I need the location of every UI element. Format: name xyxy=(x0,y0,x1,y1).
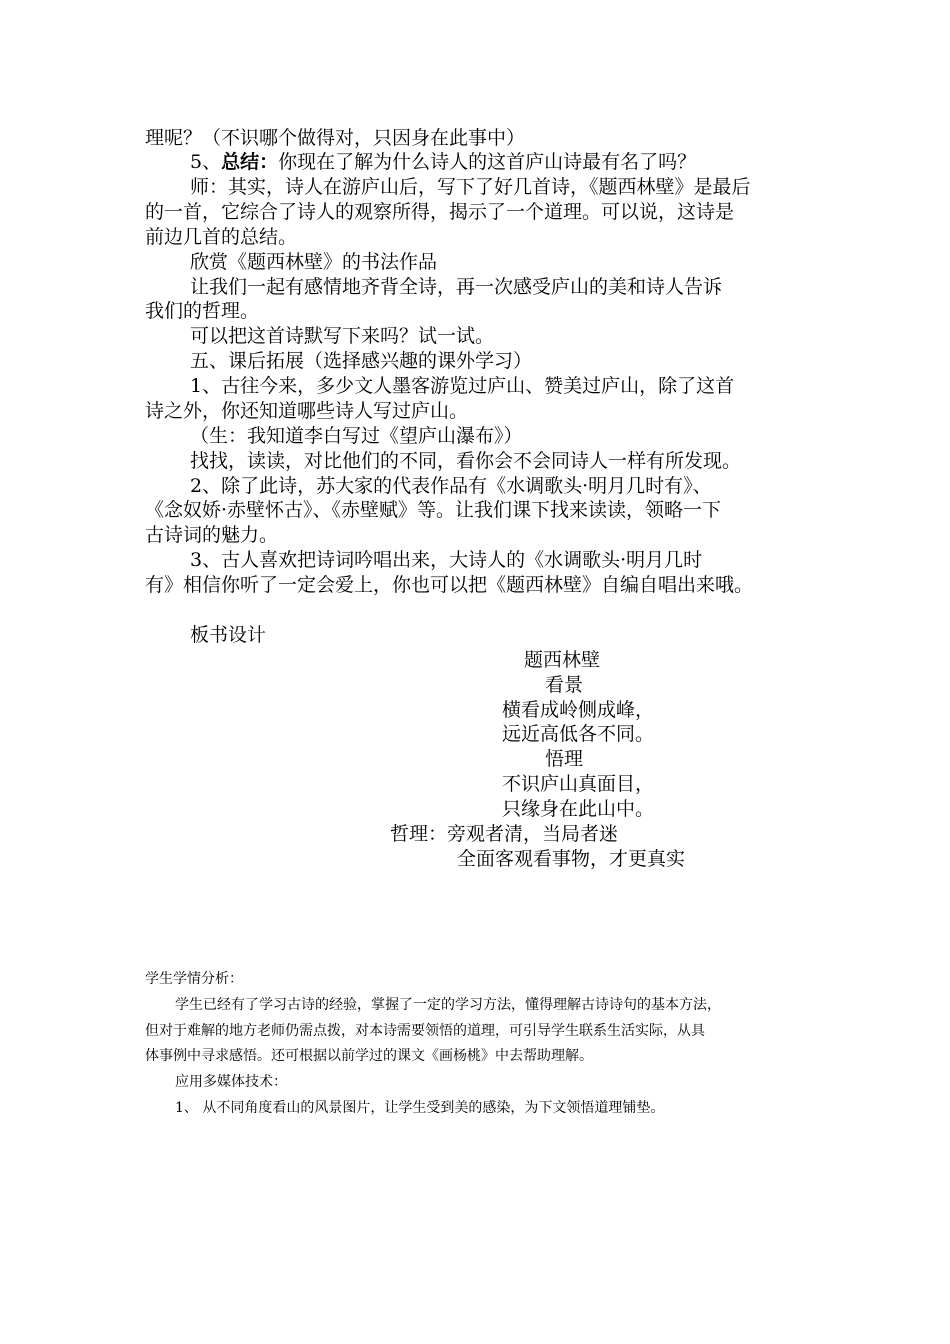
board-heading: 板书设计 xyxy=(190,624,267,646)
text-line: 3、古人喜欢把诗词吟唱出来，大诗人的《水调歌头·明月几时 xyxy=(190,549,703,571)
analysis-paragraph-line: 体事例中寻求感悟。还可根据以前学过的课文《画杨桃》中去帮助理解。 xyxy=(145,1048,593,1064)
board-part-label: 悟理 xyxy=(545,748,584,770)
board-title: 题西林壁 xyxy=(524,649,601,671)
text-line: 可以把这首诗默写下来吗？试一试。 xyxy=(190,325,495,347)
text-line: 理呢？（不识哪个做得对，只因身在此事中） xyxy=(145,127,526,149)
media-heading: 应用多媒体技术： xyxy=(175,1074,287,1090)
board-philosophy-line: 全面客观看事物，才更真实 xyxy=(457,848,686,870)
analysis-heading: 学生学情分析： xyxy=(145,971,243,987)
philosophy-text: 旁观者清，当局者迷 xyxy=(447,823,619,845)
board-philosophy xyxy=(390,822,618,846)
text-line: 诗之外，你还知道哪些诗人写过庐山。 xyxy=(145,400,469,422)
board-verse: 只缘身在此山中。 xyxy=(502,798,655,820)
text-line: 前边几首的总结。 xyxy=(145,226,298,248)
summary-line xyxy=(190,150,696,174)
board-part-label: 看景 xyxy=(545,674,584,696)
analysis-paragraph-line: 但对于难解的地方老师仍需点拨，对本诗需要领悟的道理，可引导学生联系生活实际，从具 xyxy=(145,1023,705,1039)
text-line: 1、古往今来，多少文人墨客游览过庐山、赞美过庐山，除了这首 xyxy=(190,375,735,397)
board-verse: 远近高低各不同。 xyxy=(502,723,655,745)
media-item: 1、 从不同角度看山的风景图片，让学生受到美的感染，为下文领悟道理铺垫。 xyxy=(175,1100,665,1116)
text-line: 2、除了此诗，苏大家的代表作品有《水调歌头·明月几时有》、 xyxy=(190,475,712,497)
text-line: （生：我知道李白写过《望庐山瀑布》） xyxy=(190,425,523,447)
text-line: 找找，读读，对比他们的不同，看你会不会同诗人一样有所发现。 xyxy=(190,450,742,472)
section-heading: 五、课后拓展（选择感兴趣的课外学习） xyxy=(190,350,533,372)
item-number: 5、 xyxy=(190,151,222,173)
text-line: 我们的哲理。 xyxy=(145,300,260,322)
text-line: 欣赏《题西林壁》的书法作品 xyxy=(190,251,438,273)
philosophy-label: 哲理： xyxy=(390,823,448,845)
text-line: 古诗词的魅力。 xyxy=(145,524,279,546)
text-line: 的一首，它综合了诗人的观察所得，揭示了一个道理。可以说，这诗是 xyxy=(145,201,735,223)
analysis-paragraph-line: 学生已经有了学习古诗的经验，掌握了一定的学习方法，懂得理解古诗诗句的基本方法， xyxy=(175,997,721,1013)
board-verse: 横看成岭侧成峰， xyxy=(502,699,655,721)
summary-label: 总结： xyxy=(221,151,279,173)
text-line: 师：其实，诗人在游庐山后，写下了好几首诗，《题西林壁》是最后 xyxy=(190,176,751,198)
text-line: 《念奴娇·赤壁怀古》、《赤壁赋》等。让我们课下找来读读，领略一下 xyxy=(145,499,722,521)
text-line: 有》相信你听了一定会爱上，你也可以把《题西林壁》自编自唱出来哦。 xyxy=(145,574,754,596)
board-verse: 不识庐山真面目， xyxy=(502,773,655,795)
summary-text: 你现在了解为什么诗人的这首庐山诗最有名了吗？ xyxy=(278,151,697,173)
text-line: 让我们一起有感情地齐背全诗，再一次感受庐山的美和诗人告诉 xyxy=(190,276,723,298)
